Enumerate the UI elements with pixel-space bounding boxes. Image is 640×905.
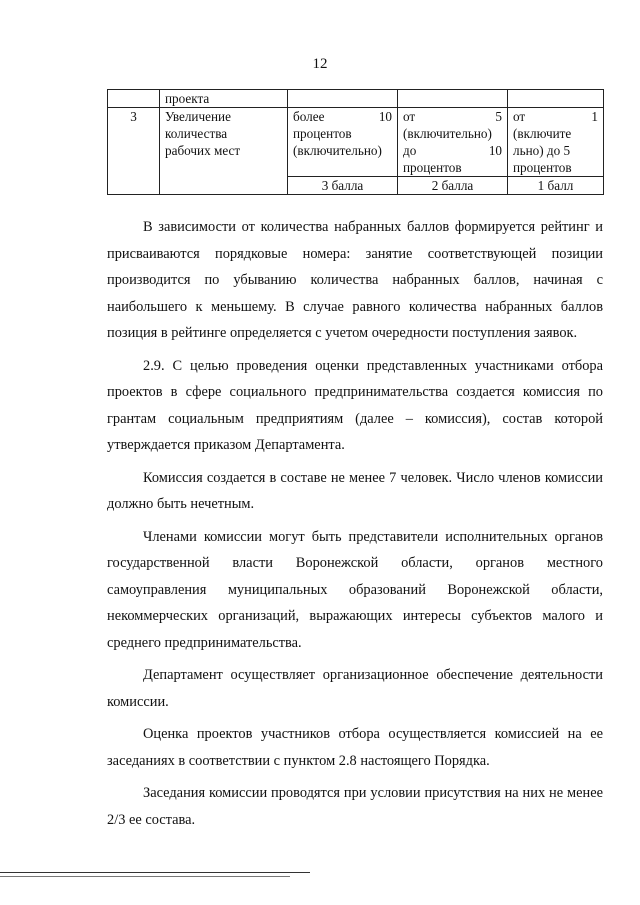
criterion-line: Увеличение	[165, 109, 231, 124]
cell-text: льно) до 5	[513, 143, 571, 158]
table-cell-criterion-tail: проекта	[160, 90, 288, 108]
cell-text: процентов	[293, 126, 352, 141]
cell-text: до	[403, 143, 417, 158]
cell-text: (включительно)	[403, 126, 492, 141]
score-cell: 2 балла	[398, 177, 508, 195]
score-cell: 1 балл	[508, 177, 604, 195]
paragraph-commission-size: Комиссия создается в составе не менее 7 человек. Число членов комиссии должно быть нечетным.	[107, 469, 603, 512]
footer-rule	[0, 876, 290, 877]
cell-text: 10	[378, 109, 392, 124]
criteria-table	[107, 89, 604, 195]
criterion-line: количества	[165, 126, 228, 141]
condition-cell-3-points	[288, 108, 398, 177]
condition-cell-2-points	[398, 108, 508, 177]
criterion-line: рабочих мест	[165, 143, 241, 158]
table-cell	[288, 90, 398, 108]
table-row-3	[108, 108, 604, 177]
cell-text: процентов	[403, 160, 462, 175]
cell-text: процентов	[513, 160, 572, 175]
table-cell	[108, 90, 160, 108]
table-cell	[398, 90, 508, 108]
cell-text: (включительно)	[293, 143, 382, 158]
paragraph-2-9: 2.9. С целью проведения оценки представленных участниками отбора проектов в сфере социального предпринимательства создается комиссия по грантам социальным предприятиям (далее – комиссия), состав которой утверждается приказом Департамента.	[107, 357, 603, 453]
cell-text: от	[513, 109, 526, 124]
cell-text: более	[293, 109, 325, 124]
condition-cell-1-point	[508, 108, 604, 177]
document-body	[107, 214, 603, 839]
paragraph-quorum: Заседания комиссии проводятся при условии присутствия на них не менее 2/3 ее состава.	[107, 785, 603, 828]
cell-text: 10	[488, 143, 502, 158]
cell-text: 5	[495, 109, 502, 124]
paragraph-department-support: Департамент осуществляет организационное обеспечение деятельности комиссии.	[107, 667, 603, 710]
row-number-cell: 3	[108, 108, 160, 195]
table-row-continued	[108, 90, 604, 108]
paragraph-evaluation: Оценка проектов участников отбора осуществляется комиссией на ее заседаниях в соответствии с пунктом 2.8 настоящего Порядка.	[107, 726, 603, 769]
table-cell	[508, 90, 604, 108]
paragraph-rating: В зависимости от количества набранных баллов формируется рейтинг и присваиваются порядковые номера: занятие соответствующей позиции производится по убыванию количества набранных баллов, начиная с наибольшего к меньшему. В случае равного количества набранных баллов позиция в рейтинге определяется с учетом очередности поступления заявок.	[107, 219, 603, 341]
page-number: 12	[312, 56, 328, 72]
paragraph-commission-members: Членами комиссии могут быть представители исполнительных органов государственной власти Воронежской области, органов местного самоуправления муниципальных образований Воронежской области, некоммерческих организаций, выражающих интересы субъектов малого и среднего предпринимательства.	[107, 528, 603, 651]
criterion-cell	[160, 108, 288, 195]
score-cell: 3 балла	[288, 177, 398, 195]
cell-text: от	[403, 109, 416, 124]
cell-text: (включите	[513, 126, 572, 141]
footer-rule	[0, 872, 310, 873]
cell-text: 1	[591, 109, 598, 124]
